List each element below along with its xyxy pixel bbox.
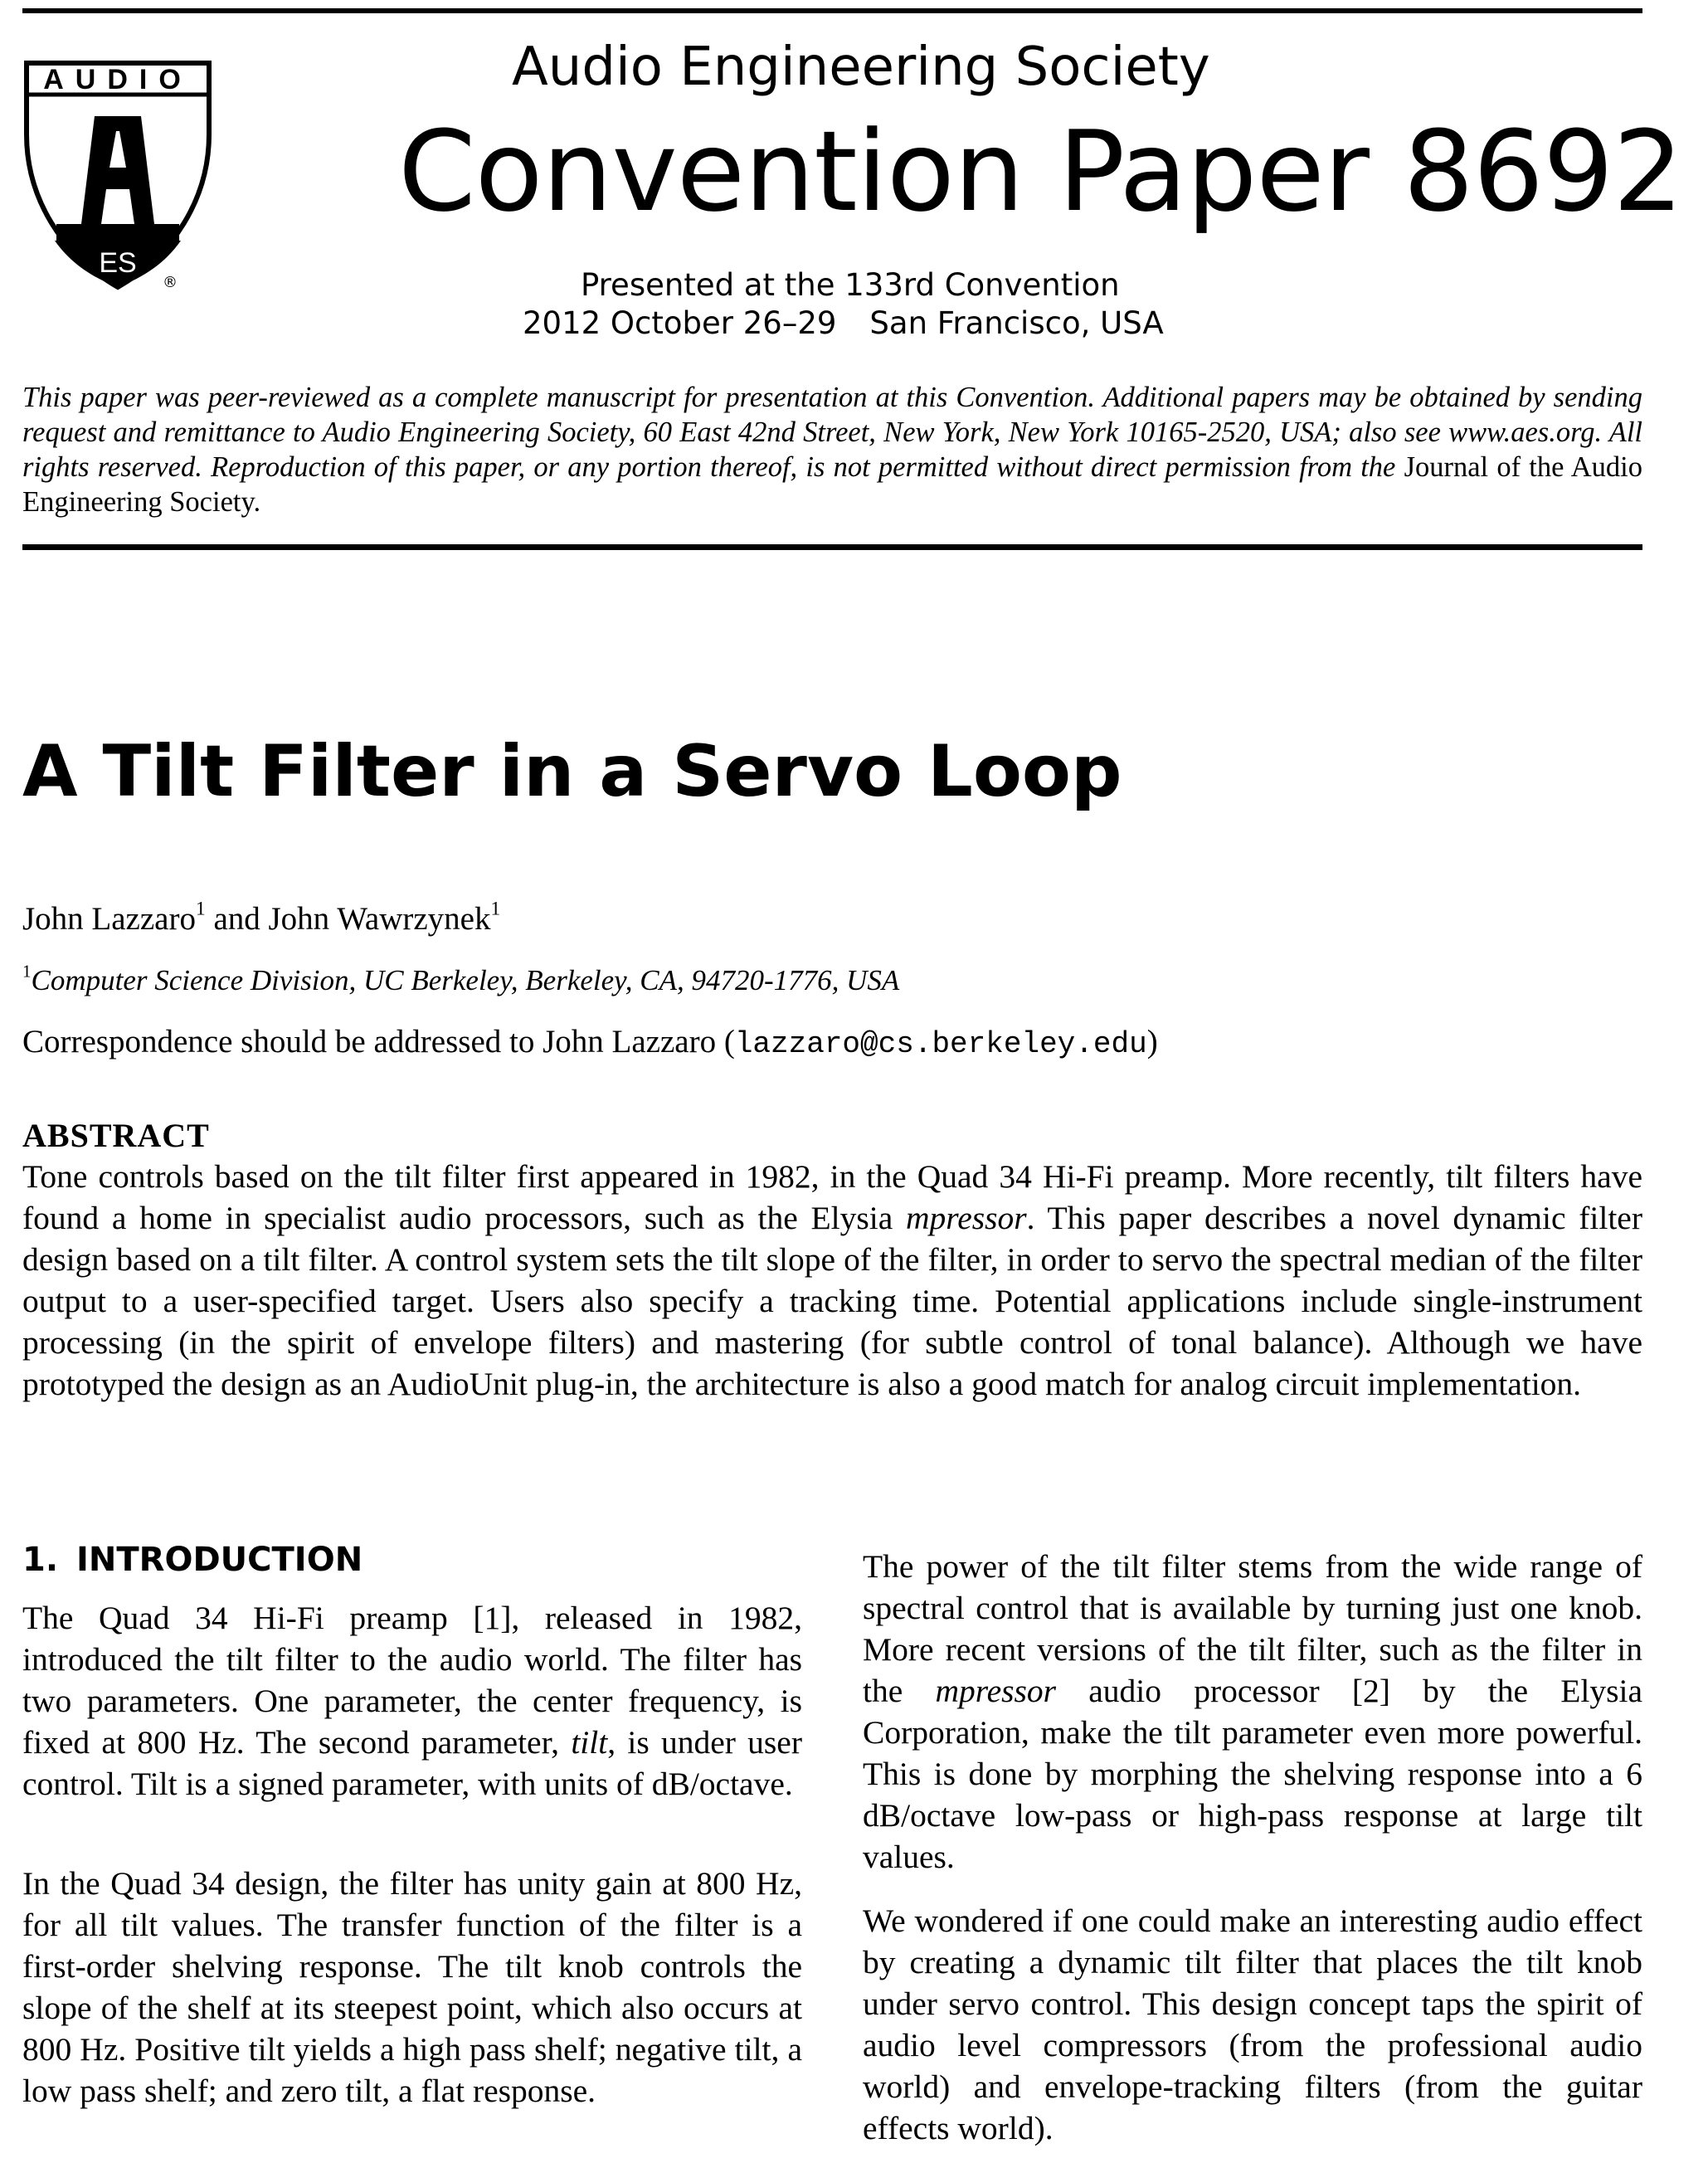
intro-paragraph-4 [863,1900,1642,2149]
correspondence [22,1023,1158,1061]
abstract-body [22,1156,1642,1405]
convention-dates: 2012 October 26–29 [523,305,837,341]
authors [22,900,500,938]
paper-title: A Tilt Filter in a Servo Loop [22,730,1122,813]
intro-p3-italic: mpressor [935,1673,1057,1709]
copyright-notice [22,380,1642,519]
intro-p3-a: The power of the tilt filter stems from the wide range of spectral control that is available by turning just one knob. More recent versions of the tilt filter, such as the filter in the [863,1548,1642,1709]
header-bottom-rule [22,544,1642,550]
abstract-part-2: . This paper describes a novel dynamic filter design based on a tilt filter. A control system sets the tilt slope of the filter, in order to servo the spectral median of the filter output to a user-specified target. Users also specify a tracking time. Potential applications include single-instrument processing (in the spirit of envelope filters) and mastering (for subtle control of tonal balance). Although we have prototyped the design as an AudioUnit plug-in, the architecture is also a good match for analog circuit implementation. [22,1200,1642,1402]
intro-p1-italic: tilt [571,1724,608,1761]
intro-p4-text: We wondered if one could make an interesting audio effect by creating a dynamic tilt filter that places the tilt knob under servo control. This design concept taps the spirit of audio level compressors (from the professional audio world) and envelope-tracking filters (from the guitar effects world). [863,1902,1642,2146]
aes-logo [23,58,214,292]
author-1-mark: 1 [195,898,206,920]
author-2-mark: 1 [490,898,501,920]
intro-p1-b: , is under user control. Tilt is a signed parameter, with units of dB/octave. [22,1724,802,1802]
intro-paragraph-3 [863,1546,1642,1878]
journal-name: Journal of the Audio Engineering Society. [22,451,1643,518]
logo-badge: ES [99,247,137,279]
intro-p1-a: The Quad 34 Hi-Fi preamp [1], released in 1982, introduced the tilt filter to the audio world. The filter has two parameters. One parameter, the center frequency, is fixed at 800 Hz. The second parameter, [22,1600,802,1761]
correspondence-suffix: ) [1146,1024,1158,1060]
section-heading-introduction [22,1541,363,1579]
notice-text: This paper was peer-reviewed as a complete manuscript for presentation at this Convention. Additional papers may be obtained by sending request and remittance to Audio Engineering Society, 60 East 42nd Street, New York, New York 10165-2520, USA; also see www.aes.org. All rights reserved. Reproduction of this paper, or any portion thereof, is not permitted without direct permission from the [22,382,1642,483]
convention-paper-title: Convention Paper 8692 [398,107,1683,236]
affiliation-text: Computer Science Division, UC Berkeley, Berkeley, CA, 94720-1776, USA [31,964,900,996]
abstract-italic: mpressor [906,1200,1027,1236]
abstract-heading: ABSTRACT [22,1117,210,1154]
intro-p2-text: In the Quad 34 design, the filter has unity gain at 800 Hz, for all tilt values. The transfer function of the filter is a first-order shelving response. The tilt knob controls the slope of the shelf at its steepest point, which also occurs at 800 Hz. Positive tilt yields a high pass shelf; negative tilt, a low pass shelf; and zero tilt, a flat response. [22,1865,802,2109]
correspondence-email[interactable]: lazzaro@cs.berkeley.edu [734,1027,1147,1061]
intro-paragraph-2 [22,1863,802,2112]
abstract-part-1: Tone controls based on the tilt filter first appeared in 1982, in the Quad 34 Hi-Fi preamp. More recently, tilt filters have found a home in specialist audio processors, such as the Elysia [22,1158,1642,1236]
section-title: INTRODUCTION [76,1541,363,1579]
logo-top-text: AUDIO [43,64,192,95]
convention-location: San Francisco, USA [869,305,1164,341]
top-rule [22,8,1642,13]
presented-line: Presented at the 133rd Convention [581,267,1120,303]
dates-location-line [523,305,1164,341]
author-1: John Lazzaro [22,901,196,937]
author-2: John Wawrzynek [268,901,491,937]
section-number: 1. [22,1541,59,1579]
society-name: Audio Engineering Society [512,37,1210,98]
correspondence-prefix: Correspondence should be addressed to John Lazzaro ( [22,1024,735,1060]
author-separator: and [213,901,260,937]
affiliation-mark: 1 [22,961,32,982]
intro-p3-b: audio processor [2] by the Elysia Corporation, make the tilt parameter even more powerful. This is done by morphing the shelving response into a 6 dB/octave low-pass or high-pass response at large tilt values. [863,1673,1642,1875]
registered-mark: ® [163,274,178,291]
intro-paragraph-1 [22,1597,802,1805]
affiliation [22,961,900,997]
